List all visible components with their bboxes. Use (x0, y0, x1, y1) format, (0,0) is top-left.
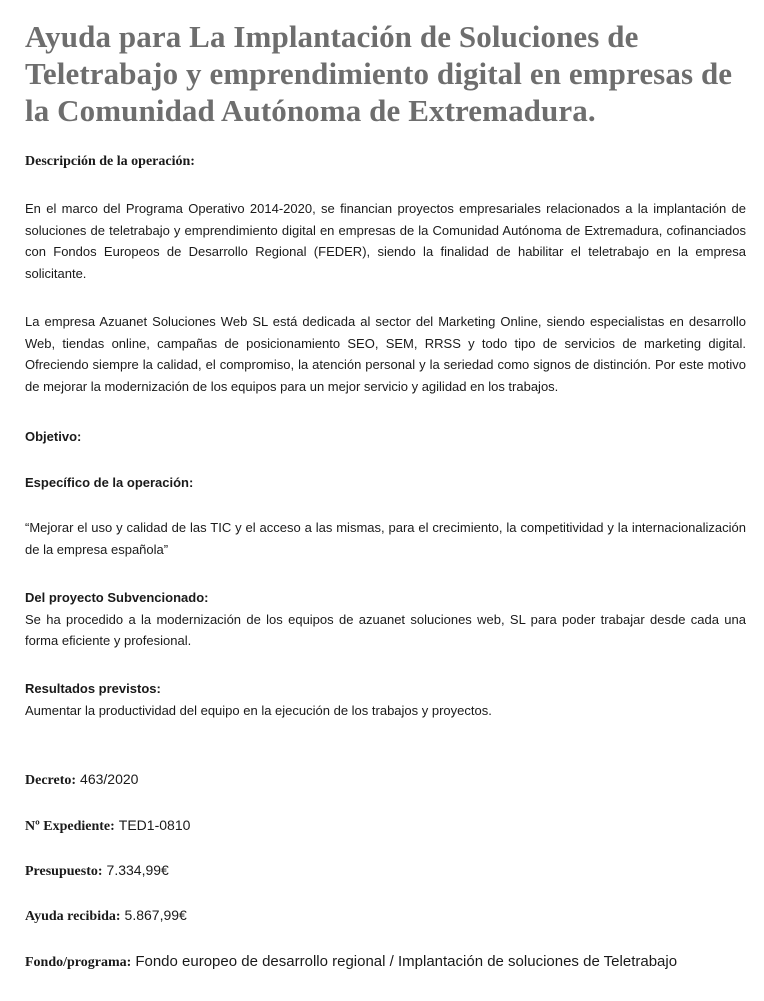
page-title: Ayuda para La Implantación de Soluciones de Teletrabajo y emprendimiento digital en empresas de la Comunidad Autónoma de Extremadura. (25, 19, 733, 128)
document-page (25, 18, 746, 970)
expediente-line (25, 817, 746, 835)
descripcion-paragraph-1-text: En el marco del Programa Operativo 2014-2020, se financian proyectos empresariales relacionados a la implantación de soluciones de teletrabajo y emprendimiento digital en empresas de la Comunidad Autónoma de Extremadura, cofinanciados con Fondos Europeos de Desarrollo Regional (FEDER), siendo la finalidad de habilitar el teletrabajo en la empresa solicitante. (25, 201, 746, 281)
presupuesto-line (25, 862, 746, 880)
especifico-heading-text: Específico de la operación: (25, 475, 194, 490)
fondo-value: Fondo europeo de desarrollo regional / Implantación de soluciones de Teletrabajo (135, 953, 678, 970)
especifico-quote-text: “Mejorar el uso y calidad de las TIC y el acceso a las mismas, para el crecimiento, la competitividad y la internacionalización de la empresa española” (25, 520, 746, 557)
descripcion-heading (25, 152, 746, 170)
descripcion-heading-text: Descripción de la operación: (25, 154, 195, 169)
descripcion-paragraph-2-text: La empresa Azuanet Soluciones Web SL está dedicada al sector del Marketing Online, siendo especialistas en desarrollo Web, tiendas online, campañas de posicionamiento SEO, SEM, RRSS y todo tipo de servicios de marketing digital. Ofreciendo siempre la calidad, el compromiso, la atención personal y la seriedad como signos de distinción. Por este motivo de mejorar la modernización de los equipos para un mejor servicio y agilidad en los trabajos. (25, 314, 746, 394)
presupuesto-label: Presupuesto: (25, 864, 103, 879)
proyecto-section (25, 587, 746, 652)
objetivo-heading (25, 426, 746, 448)
especifico-quote (25, 517, 746, 560)
objetivo-heading-text: Objetivo: (25, 429, 82, 444)
proyecto-text: Se ha procedido a la modernización de los equipos de azuanet soluciones web, SL para poder trabajar desde cada una forma eficiente y profesional. (25, 611, 746, 648)
decreto-line (25, 771, 746, 789)
expediente-label: Nº Expediente: (25, 819, 115, 834)
fondo-label: Fondo/programa: (25, 955, 132, 970)
presupuesto-value: 7.334,99€ (106, 862, 169, 878)
ayuda-line (25, 907, 746, 925)
ayuda-label: Ayuda recibida: (25, 909, 121, 924)
resultados-text: Aumentar la productividad del equipo en la ejecución de los trabajos y proyectos. (25, 702, 492, 718)
especifico-heading (25, 472, 746, 494)
decreto-label: Decreto: (25, 773, 77, 788)
resultados-section (25, 678, 746, 721)
descripcion-paragraph-2 (25, 311, 746, 397)
ayuda-value: 5.867,99€ (124, 907, 187, 923)
expediente-value: TED1-0810 (118, 817, 191, 833)
descripcion-paragraph-1 (25, 198, 746, 284)
decreto-value: 463/2020 (80, 771, 139, 787)
proyecto-heading: Del proyecto Subvencionado: (25, 590, 209, 605)
resultados-heading: Resultados previstos: (25, 681, 161, 696)
fondo-line (25, 953, 746, 971)
